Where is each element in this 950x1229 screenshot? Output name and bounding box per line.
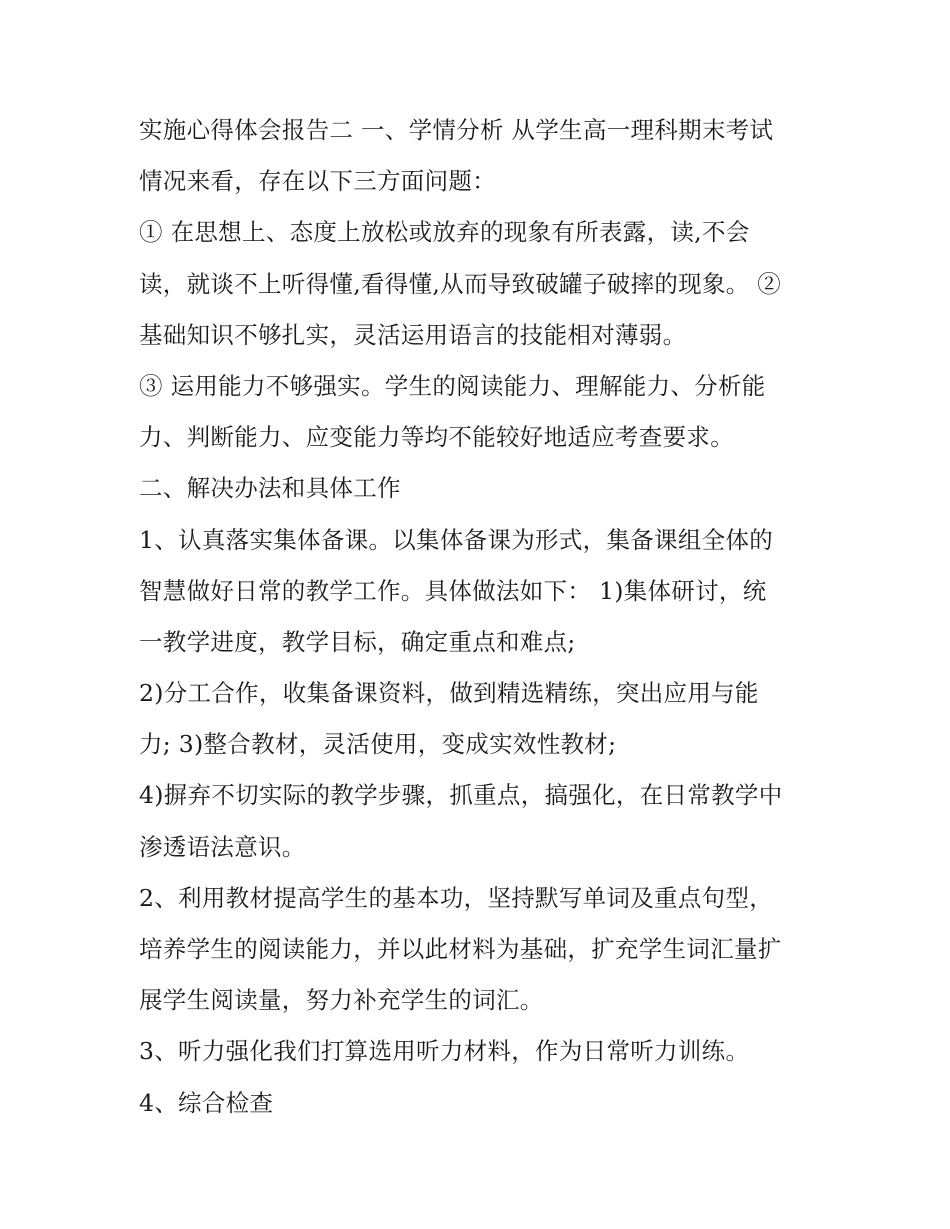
section-heading: 二、解决办法和具体工作 [139,474,401,503]
text-line: 展学生阅读量，努力补充学生的词汇。 [139,986,544,1015]
document-body [139,105,829,1129]
text-line: ③ 运用能力不够强实。学生的阅读能力、理解能力、分析能 [139,371,766,400]
text-line: 实施心得体会报告二 一、学情分析 从学生高一理科期末考试 [139,116,774,144]
text-line: 2)分工合作，收集备课资料，做到精选精练，突出应用与能 [139,679,759,708]
text-line: 渗透语法意识。 [139,832,306,861]
text-line: 一教学进度，教学目标，确定重点和难点; [139,627,576,656]
text-line: ① 在思想上、态度上放松或放弃的现象有所表露，读,不会 [139,218,750,247]
text-line: 4、综合检查 [139,1088,274,1117]
text-line: 1、认真落实集体备课。以集体备课为形式，集备课组全体的 [139,525,774,554]
text-line: 3、听力强化我们打算选用听力材料，作为日常听力训练。 [139,1037,750,1066]
text-line: 培养学生的阅读能力，并以此材料为基础，扩充学生词汇量扩 [139,935,782,963]
text-line: 情况来看，存在以下三方面问题： [139,167,496,196]
text-line: 2、利用教材提高学生的基本功，坚持默写单词及重点句型， [139,883,774,912]
text-line: 读，就谈不上听得懂,看得懂,从而导致破罐子破摔的现象。 ② [139,269,782,298]
text-line: 基础知识不够扎实，灵活运用语言的技能相对薄弱。 [139,320,687,349]
text-line: 4)摒弃不切实际的教学步骤，抓重点，搞强化，在日常教学中 [139,781,783,810]
text-line: 力、判断能力、应变能力等均不能较好地适应考查要求。 [139,423,734,452]
text-line: 力; 3)整合教材，灵活使用，变成实效性教材; [139,730,617,759]
text-line: 智慧做好日常的教学工作。具体做法如下： 1)集体研讨，统 [139,576,767,605]
